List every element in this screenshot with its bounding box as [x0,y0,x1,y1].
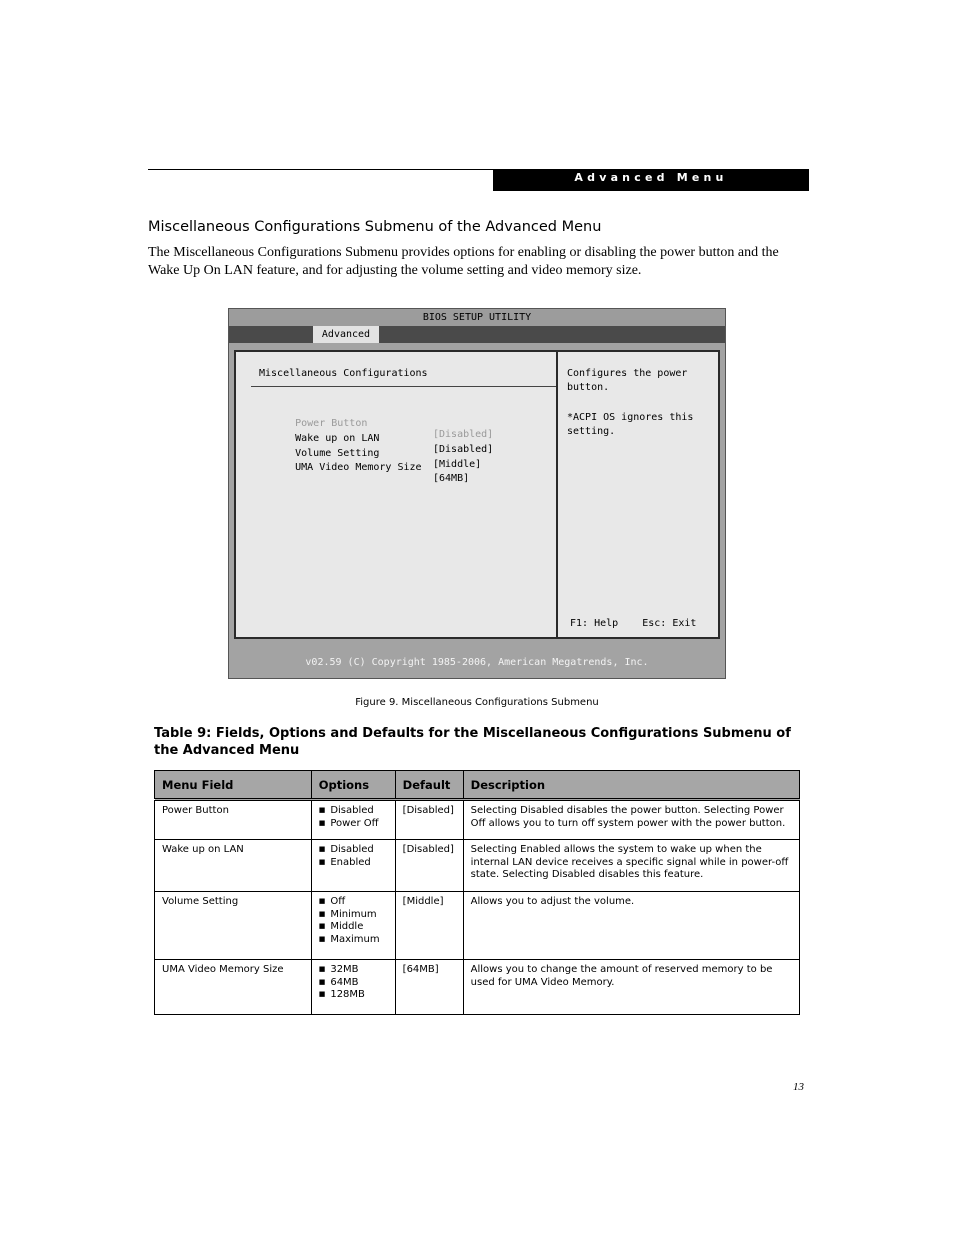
bios-screenshot [228,308,726,679]
bios-title: BIOS SETUP UTILITY [229,309,725,326]
bios-item-label: UMA Video Memory Size [295,462,422,473]
description-cell: Allows you to change the amount of reserved memory to be used for UMA Video Memory. [463,960,799,1015]
bios-tab-bar [229,326,725,343]
header-rule [148,169,494,170]
column-header: Description [463,771,799,800]
bios-item-value: [Disabled] [433,429,494,440]
bios-item-value: [Middle] [433,459,482,470]
bios-item-value: [64MB] [433,473,470,484]
option-item: ■ Enabled [319,857,388,870]
option-item: ■ Off [319,896,388,909]
bios-menu-heading: Miscellaneous Configurations [259,368,428,379]
section-title: Miscellaneous Configurations Submenu of the Advanced Menu [148,219,602,235]
bios-copyright: v02.59 (C) Copyright 1985-2006, American Megatrends, Inc. [305,657,649,668]
option-item: ■ 128MB [319,989,388,1002]
bios-item-label: Wake up on LAN [295,433,380,444]
bios-item-value: [Disabled] [433,444,494,455]
option-item: ■ Middle [319,921,388,934]
running-header: Advanced Menu [493,169,809,191]
bios-key-legend: F1: Help Esc: Exit [570,618,697,629]
option-item: ■ 32MB [319,964,388,977]
table-row [155,840,800,892]
default-cell: [64MB] [395,960,463,1015]
option-item: ■ Disabled [319,805,388,818]
table-header-row [155,771,800,800]
menu-field-cell: Wake up on LAN [155,840,312,892]
default-cell: [Disabled] [395,840,463,892]
column-header: Menu Field [155,771,312,800]
option-item: ■ Maximum [319,934,388,947]
bios-item-label: Power Button [295,418,368,429]
option-item: ■ Minimum [319,909,388,922]
options-cell [311,892,395,960]
bios-item-label: Volume Setting [295,448,380,459]
column-header: Default [395,771,463,800]
option-item: ■ 64MB [319,977,388,990]
bios-main-panel [234,350,720,639]
option-item: ■ Power Off [319,818,388,831]
description-cell: Allows you to adjust the volume. [463,892,799,960]
bios-heading-rule [251,386,556,387]
bios-help-line: *ACPI OS ignores this [567,412,694,423]
table-row [155,960,800,1015]
description-cell: Selecting Enabled allows the system to wake up when the internal LAN device receives a specific signal while in power-off state. Selecting Disabled disables this feature. [463,840,799,892]
option-item: ■ Disabled [319,844,388,857]
default-cell: [Disabled] [395,800,463,840]
bios-help-line: button. [567,382,610,393]
tab-advanced[interactable]: Advanced [313,326,379,343]
description-cell: Selecting Disabled disables the power button. Selecting Power Off allows you to turn off system power with the power button. [463,800,799,840]
bios-help-line: Configures the power [567,368,688,379]
default-cell: [Middle] [395,892,463,960]
table-title: Table 9: Fields, Options and Defaults for the Miscellaneous Configurations Submenu of the Advanced Menu [154,726,791,758]
column-header: Options [311,771,395,800]
table-row [155,892,800,960]
menu-field-cell: Power Button [155,800,312,840]
intro-paragraph: The Miscellaneous Configurations Submenu provides options for enabling or disabling the power button and the Wake Up On LAN feature, and for adjusting the volume setting and video memory size. [148,245,779,278]
bios-help-line: setting. [567,426,616,437]
figure-caption: Figure 9. Miscellaneous Configurations Submenu [355,697,599,708]
options-cell [311,960,395,1015]
page-number: 13 [793,1081,804,1093]
options-table [154,770,800,1015]
options-cell [311,840,395,892]
table-row [155,800,800,840]
menu-field-cell: UMA Video Memory Size [155,960,312,1015]
options-cell [311,800,395,840]
menu-field-cell: Volume Setting [155,892,312,960]
bios-panel-divider [556,352,558,637]
